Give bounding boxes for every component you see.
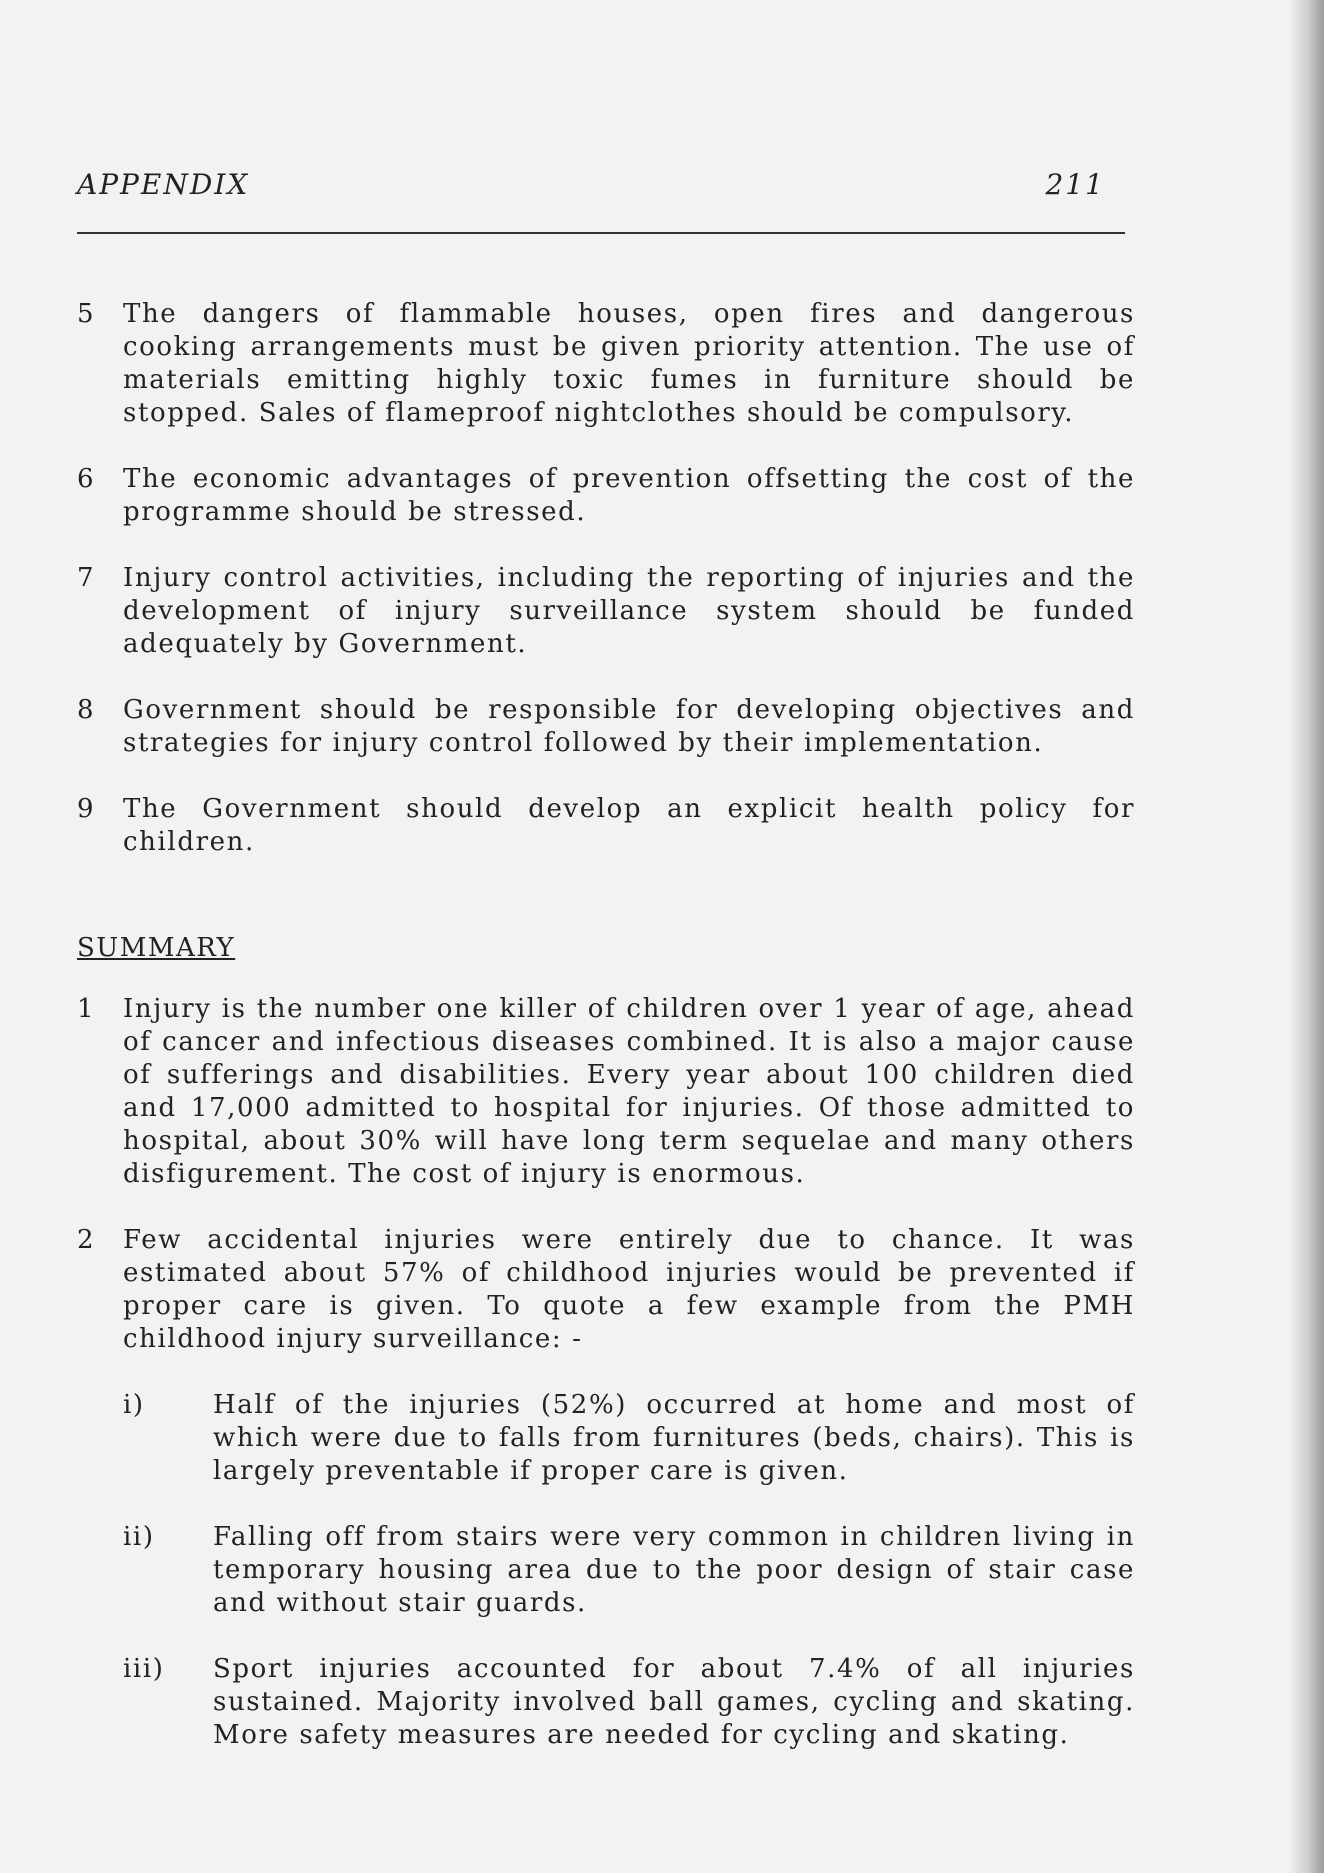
subitem-text: Half of the injuries (52%) occurred at home and most of which were due to falls from furnitures (beds, chairs). This is largely preventable if proper care is given. bbox=[213, 1390, 1135, 1486]
item-text: The economic advantages of prevention offsetting the cost of the programme should be stressed. bbox=[123, 464, 1135, 527]
subitem-text: Falling off from stairs were very common in children living in temporary housing area due to the poor design of stair case and without stair guards. bbox=[213, 1522, 1135, 1618]
item-text: Few accidental injuries were entirely due to chance. It was estimated about 57% of childhood injuries would be prevented if proper care is given. To quote a few example from the PMH childhood injury surveillance: - bbox=[123, 1225, 1135, 1354]
recommendation-item bbox=[77, 298, 1135, 430]
subitem-number: i) bbox=[123, 1390, 145, 1420]
header-rule bbox=[77, 232, 1125, 234]
summary-subitem bbox=[123, 1521, 1135, 1620]
item-number: 2 bbox=[77, 1225, 96, 1255]
summary-subitem bbox=[123, 1653, 1135, 1752]
subitem-text: Sport injuries accounted for about 7.4% of all injuries sustained. Majority involved ball games, cycling and skating. More safety measures are needed for cycling and skating. bbox=[213, 1654, 1135, 1750]
page-edge-shadow bbox=[1288, 0, 1324, 1873]
recommendation-item bbox=[77, 694, 1135, 760]
subitem-number: ii) bbox=[123, 1522, 155, 1552]
page-body bbox=[77, 298, 1135, 1752]
summary-item bbox=[77, 993, 1135, 1191]
item-number: 9 bbox=[77, 794, 96, 824]
header-title: APPENDIX bbox=[77, 168, 250, 201]
summary-subitem bbox=[123, 1389, 1135, 1488]
item-number: 1 bbox=[77, 994, 96, 1024]
page-number: 211 bbox=[1045, 168, 1105, 201]
item-number: 7 bbox=[77, 563, 96, 593]
recommendation-item bbox=[77, 562, 1135, 661]
recommendation-item bbox=[77, 793, 1135, 859]
item-text: Government should be responsible for developing objectives and strategies for injury control followed by their implementation. bbox=[123, 695, 1135, 758]
item-text: Injury is the number one killer of children over 1 year of age, ahead of cancer and infectious diseases combined. It is also a major cause of sufferings and disabilities. Every year about 100 children died and 17,000 admitted to hospital for injuries. Of those admitted to hospital, about 30% will have long term sequelae and many others disfigurement. The cost of injury is enormous. bbox=[123, 994, 1135, 1189]
item-text: The Government should develop an explicit health policy for children. bbox=[123, 794, 1135, 857]
recommendation-item bbox=[77, 463, 1135, 529]
item-number: 8 bbox=[77, 695, 96, 725]
summary-heading: SUMMARY bbox=[77, 933, 236, 963]
item-text: The dangers of flammable houses, open fires and dangerous cooking arrangements must be given priority attention. The use of materials emitting highly toxic fumes in furniture should be stopped. Sales of flameproof nightclothes should be compulsory. bbox=[123, 299, 1135, 428]
item-number: 5 bbox=[77, 299, 96, 329]
running-header bbox=[77, 168, 1125, 204]
summary-item bbox=[77, 1224, 1135, 1356]
item-number: 6 bbox=[77, 464, 96, 494]
item-text: Injury control activities, including the reporting of injuries and the development of injury surveillance system should be funded adequately by Government. bbox=[123, 563, 1135, 659]
subitem-number: iii) bbox=[123, 1654, 165, 1684]
